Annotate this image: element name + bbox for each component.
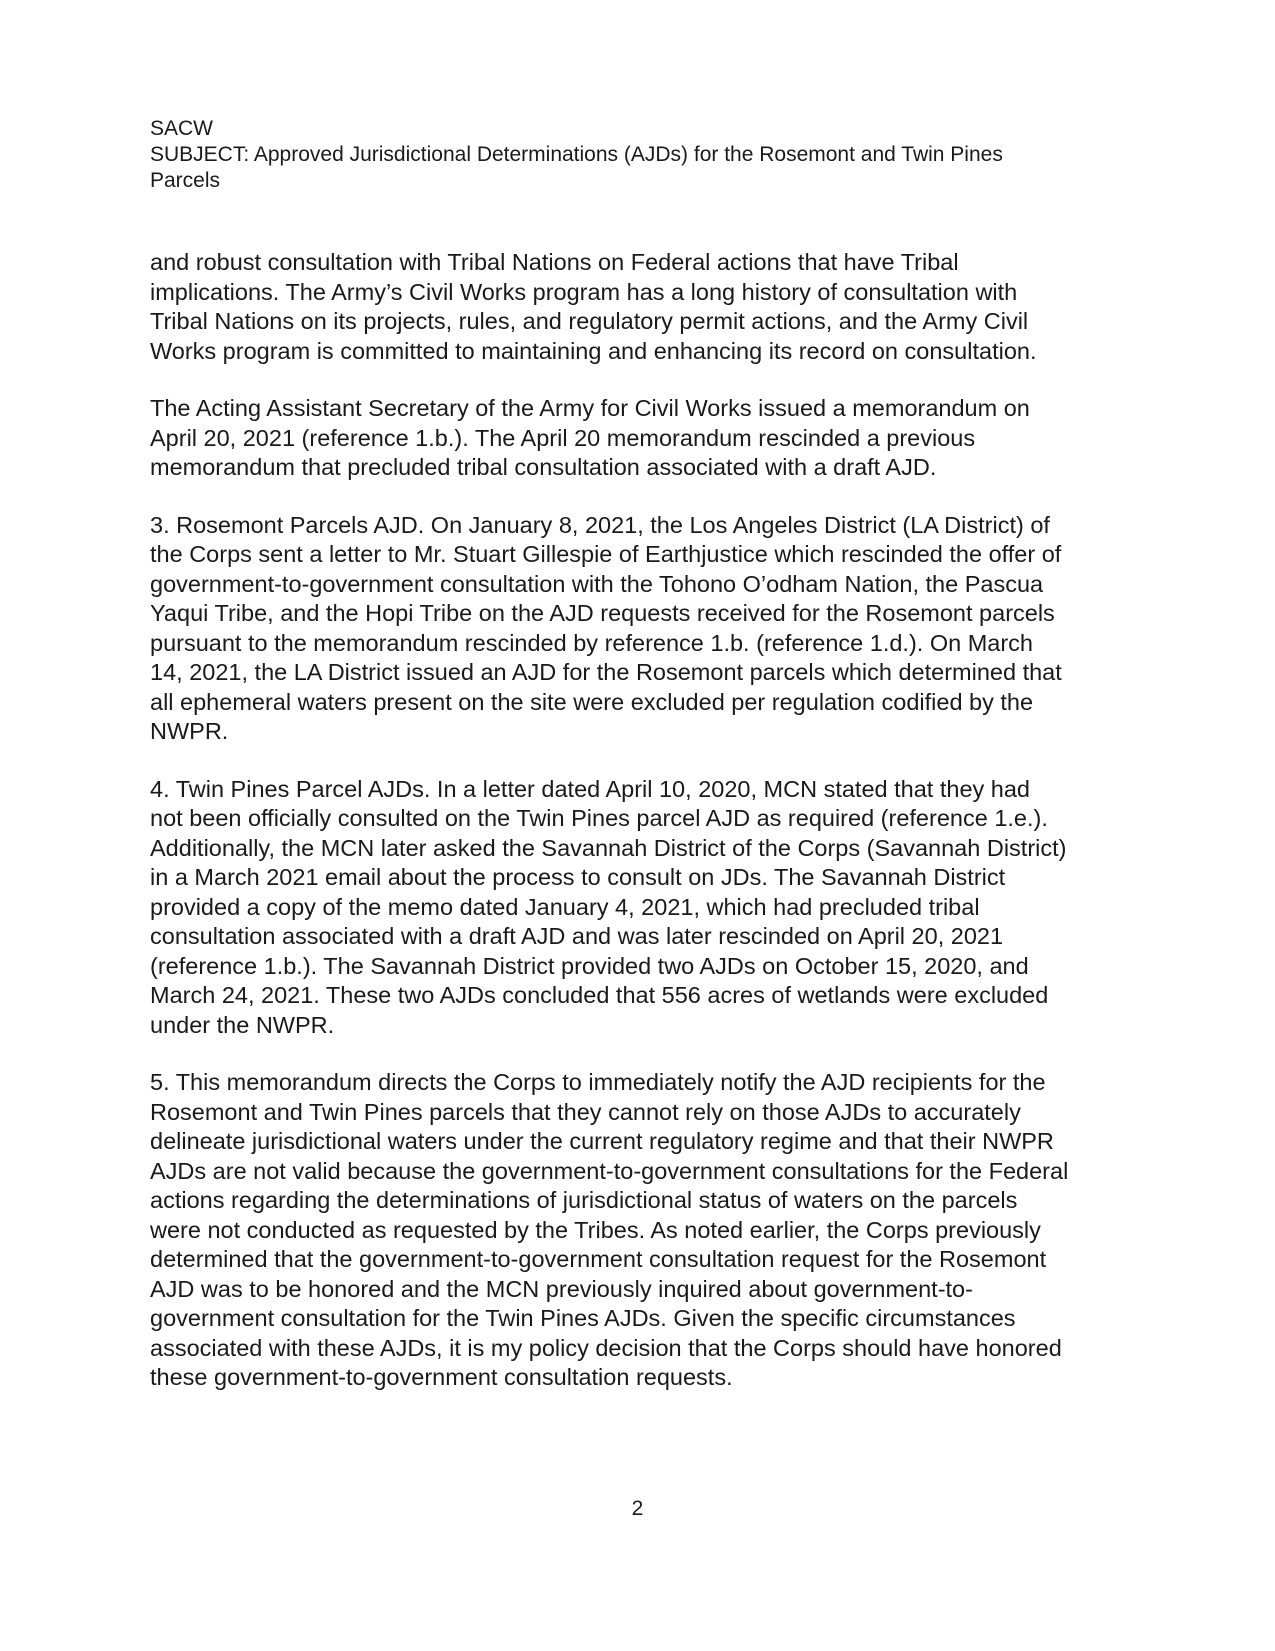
text-line: pursuant to the memorandum rescinded by reference 1.b. (reference 1.d.). On March: [150, 629, 1033, 656]
text-line: implications. The Army’s Civil Works program has a long history of consultation with: [150, 278, 1018, 305]
text-line: memorandum that precluded tribal consultation associated with a draft AJD.: [150, 454, 937, 480]
text-line: and robust consultation with Tribal Nations on Federal actions that have Tribal: [150, 249, 959, 275]
text-line: Rosemont and Twin Pines parcels that they cannot rely on those AJDs to accurately: [150, 1098, 1021, 1125]
text-line: government consultation for the Twin Pines AJDs. Given the specific circumstances: [150, 1305, 1016, 1331]
text-line: March 24, 2021. These two AJDs concluded that 556 acres of wetlands were excluded: [150, 982, 1049, 1008]
text-line: NWPR.: [150, 718, 229, 744]
text-line: all ephemeral waters present on the site were excluded per regulation codified by the: [150, 688, 1034, 715]
text-line: these government-to-government consultation requests.: [150, 1364, 733, 1390]
text-line: not been officially consulted on the Twin Pines parcel AJD as required (reference 1.e.).: [150, 805, 1048, 831]
page-number: 2: [631, 1497, 644, 1520]
text-line: under the NWPR.: [150, 1011, 335, 1038]
text-line: determined that the government-to-government consultation request for the Rosemont: [150, 1246, 1047, 1272]
text-line: 5. This memorandum directs the Corps to immediately notify the AJD recipients for the: [150, 1069, 1046, 1095]
text-line: 14, 2021, the LA District issued an AJD for the Rosemont parcels which determined that: [150, 659, 1062, 685]
text-line: AJDs are not valid because the government-to-government consultations for the Federal: [150, 1157, 1069, 1184]
text-line: April 20, 2021 (reference 1.b.). The April 20 memorandum rescinded a previous: [150, 424, 976, 451]
paragraph: [150, 394, 1135, 483]
text-line: delineate jurisdictional waters under the current regulatory regime and that their NWPR: [150, 1128, 1054, 1154]
text-line: Works program is committed to maintaining and enhancing its record on consultation.: [150, 337, 1037, 364]
paragraph: [150, 248, 1135, 366]
text-line: (reference 1.b.). The Savannah District provided two AJDs on October 15, 2020, and: [150, 952, 1029, 979]
text-line: in a March 2021 email about the process to consult on JDs. The Savannah District: [150, 864, 1006, 890]
memo-body: [150, 248, 1135, 1421]
text-line: Yaqui Tribe, and the Hopi Tribe on the AJD requests received for the Rosemont parcels: [150, 600, 1055, 626]
text-line: the Corps sent a letter to Mr. Stuart Gillespie of Earthjustice which rescinded the offer of: [150, 541, 1062, 567]
subject-line-continued: Parcels: [150, 169, 221, 192]
text-line: Tribal Nations on its projects, rules, and regulatory permit actions, and the Army Civil: [150, 308, 1029, 334]
paragraph: [150, 511, 1135, 747]
text-line: government-to-government consultation with the Tohono O’odham Nation, the Pascua: [150, 570, 1044, 597]
subject-line: SUBJECT: Approved Jurisdictional Determinations (AJDs) for the Rosemont and Twin Pines: [150, 143, 1003, 166]
text-line: The Acting Assistant Secretary of the Army for Civil Works issued a memorandum on: [150, 395, 1030, 421]
text-line: 3. Rosemont Parcels AJD. On January 8, 2021, the Los Angeles District (LA District) of: [150, 511, 1050, 538]
memo-header: [150, 116, 1110, 194]
text-line: AJD was to be honored and the MCN previously inquired about government-to-: [150, 1275, 973, 1302]
text-line: provided a copy of the memo dated January 4, 2021, which had precluded tribal: [150, 893, 980, 920]
text-line: actions regarding the determinations of jurisdictional status of waters on the parcels: [150, 1187, 1018, 1213]
text-line: 4. Twin Pines Parcel AJDs. In a letter dated April 10, 2020, MCN stated that they had: [150, 775, 1030, 802]
text-line: were not conducted as requested by the Tribes. As noted earlier, the Corps previously: [150, 1216, 1041, 1243]
text-line: Additionally, the MCN later asked the Savannah District of the Corps (Savannah District): [150, 834, 1067, 861]
paragraph: [150, 1068, 1135, 1393]
addressee: SACW: [150, 117, 213, 140]
text-line: consultation associated with a draft AJD and was later rescinded on April 20, 2021: [150, 923, 1004, 949]
text-line: associated with these AJDs, it is my policy decision that the Corps should have honored: [150, 1334, 1062, 1361]
paragraph: [150, 775, 1135, 1041]
